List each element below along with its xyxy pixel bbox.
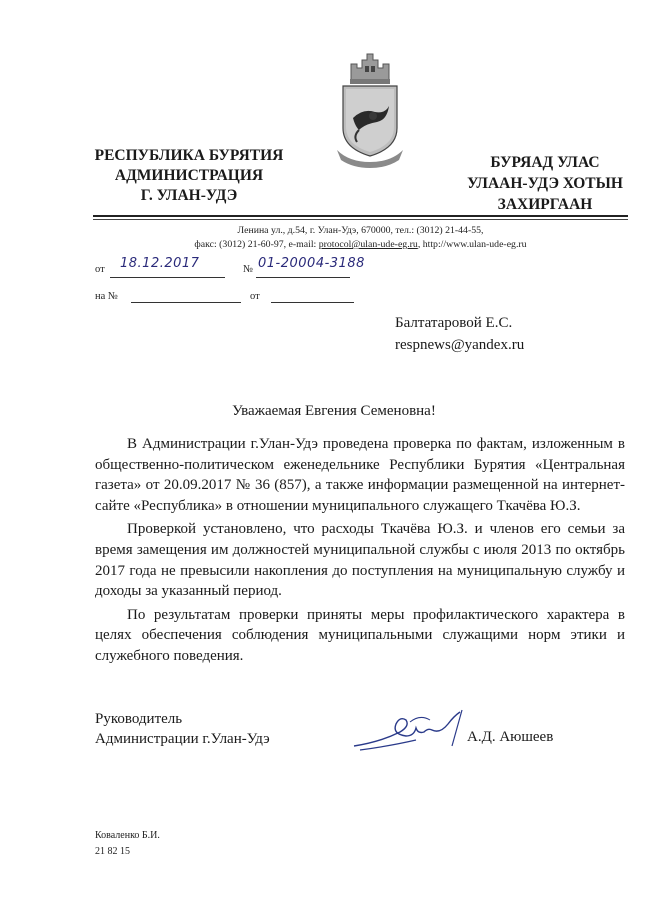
in-reply-date-underline	[271, 301, 354, 303]
org-name-ru	[85, 146, 293, 206]
org-name-line: УЛААН-УДЭ ХОТЫН	[467, 175, 623, 192]
position-line: Руководитель	[95, 711, 183, 727]
date-underline	[110, 276, 225, 278]
org-name-line: АДМИНИСТРАЦИЯ	[114, 167, 264, 184]
number-underline	[256, 276, 350, 278]
salutation: Уважаемая Евгения Семеновна!	[232, 403, 436, 419]
number-label: №	[243, 264, 254, 275]
position-line: Администрации г.Улан-Удэ	[95, 731, 270, 747]
handwritten-signature	[350, 706, 472, 752]
number-handwritten: 01-20004-3188	[258, 256, 365, 271]
org-name-bua	[460, 152, 630, 215]
recipient-name: Балтатаровой Е.С.	[395, 315, 513, 331]
body-paragraph: Проверкой установлено, что расходы Ткачёва Ю.З. и членов его семьи за время замещения им должностей муниципальной службы с июля 2013 по октябрь 2017 года не превысили накопления до поступления на муниципальную службу и доходы за указанный период.	[95, 521, 625, 600]
signer-position	[95, 709, 270, 749]
org-name-line: ЗАХИРГААН	[497, 196, 593, 213]
in-reply-date-label: от	[250, 291, 260, 302]
fax-text: факс: (3012) 21-60-97, e-mail:	[194, 239, 319, 250]
org-name-line: РЕСПУБЛИКА БУРЯТИЯ	[94, 147, 284, 164]
address-line: Ленина ул., д.54, г. Улан-Удэ, 670000, тел.: (3012) 21-44-55,	[237, 225, 484, 236]
in-reply-label: на №	[95, 291, 118, 302]
org-name-line: Г. УЛАН-УДЭ	[140, 187, 238, 204]
executor-phone: 21 82 15	[95, 846, 130, 857]
date-handwritten: 18.12.2017	[120, 256, 200, 271]
executor-name: Коваленко Б.И.	[95, 830, 160, 841]
in-reply-underline	[131, 301, 241, 303]
recipient-email: respnews@yandex.ru	[395, 337, 525, 353]
signer-name: А.Д. Аюшеев	[467, 729, 554, 745]
letter-body	[95, 434, 625, 670]
date-label: от	[95, 264, 105, 275]
website-text: , http://www.ulan-ude-eg.ru	[417, 239, 527, 250]
recipient-block	[395, 312, 524, 356]
header-divider-thin	[93, 219, 628, 220]
header-divider	[93, 215, 628, 217]
org-name-line: БУРЯАД УЛАС	[490, 154, 600, 171]
email-link[interactable]: protocol@ulan-ude-eg.ru	[318, 239, 418, 250]
coat-of-arms-emblem	[329, 50, 411, 168]
body-paragraph: В Администрации г.Улан-Удэ проведена проверка по фактам, изложенным в общественно-политическом еженедельнике Республики Бурятия «Центральная газета» от 20.09.2017 № 36 (857), а также информации размещенной на интернет-сайте «Республика» в отношении муниципального служащего Ткачёва Ю.З.	[95, 436, 625, 514]
contacts-line	[93, 238, 628, 251]
body-paragraph: По результатам проверки приняты меры профилактического характера в целях обеспечения соблюдения муниципальными служащими норм этики и служебного поведения.	[95, 606, 625, 664]
executor-block	[95, 828, 160, 860]
